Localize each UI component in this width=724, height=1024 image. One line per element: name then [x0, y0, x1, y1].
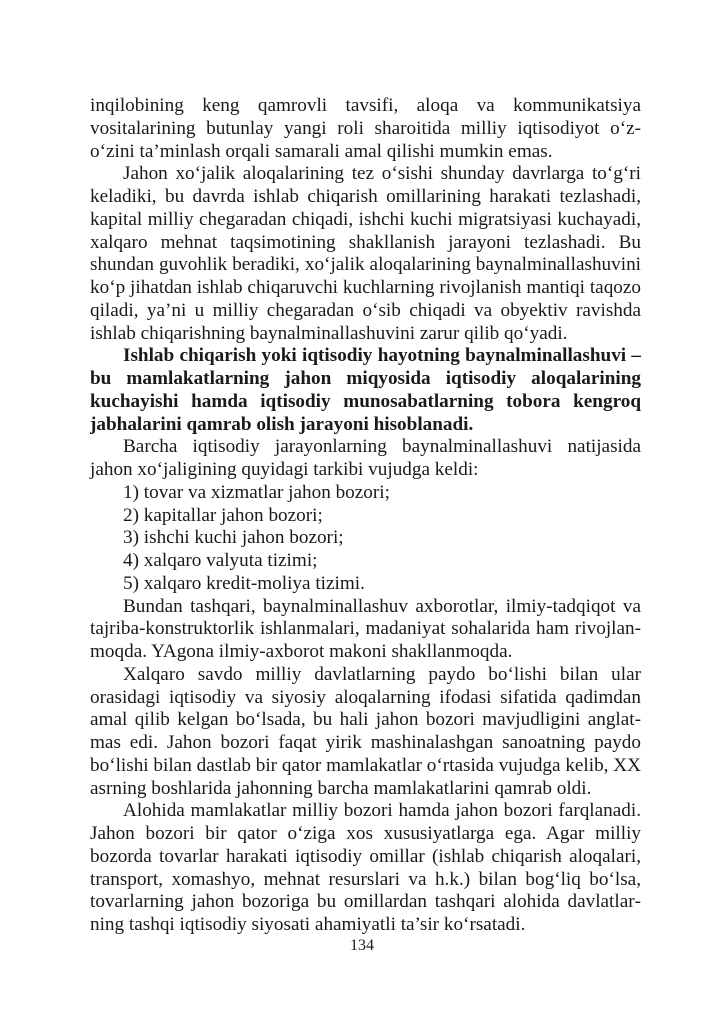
list-item: 4) xalqaro valyuta tizimi;: [123, 550, 318, 571]
paragraph-world-economy-structure: Barcha iqtisodiy jarayonlarning baynalminallashuvi natijasida jahon xo‘jaligining quyidagi tarkibi vujudga keldi:: [90, 436, 641, 480]
paragraph-intro-continuation: inqilobining keng qamrovli tavsifi, aloqa va kommunikatsiya vositalarining butunlay yangi roli sharoitida milliy iqtisodiyot o‘z-o‘zini ta’minlash orqali samarali amal qilishi mumkin emas.: [90, 95, 641, 162]
paragraph-national-vs-world-market: Alohida mamlakatlar milliy bozori hamda jahon bozori farqlanadi. Jahon bozori bir qator o‘ziga xos xususiyatlarga ega. Agar milliy bozorda tovarlar harakati iqtisodiy omillar (ishlab chiqarish aloqalari, transport, xomashyo, mehnat resurslari va h.k.) bilan bog‘liq bo‘lsa, tovarlarning jahon bozoriga bu omillardan tashqari alohida davlatlarning tashqi iqtisodiy siyosati ahamiyatli ta’sir ko‘rsatadi.: [90, 800, 641, 935]
paragraph-information-space: Bundan tashqari, baynalminallashuv axborotlar, ilmiy-tadqiqot va tajriba-konstruktorlik ishlanmalari, madaniyat sohalarida ham rivojlanmoqda. YAgona ilmiy-axborot makoni shakllanmoqda.: [90, 595, 641, 662]
page-body: [90, 95, 641, 937]
list-item: 3) ishchi kuchi jahon bozori;: [123, 527, 344, 549]
paragraph-definition-internationalization: Ishlab chiqarish yoki iqtisodiy hayotning baynalminallashuvi – bu mamlakatlarning jahon miqyosida iqtisodiy aloqalarining kuchayishi hamda iqtisodiy munosabatlarning tobora kengroq jabhalarini qamrab olish jarayoni hisoblanadi.: [90, 345, 641, 435]
paragraph-international-trade: Xalqaro savdo milliy davlatlarning paydo bo‘lishi bilan ular orasidagi iqtisodiy va siyosiy aloqalarning ifodasi sifatida qadimdan amal qilib kelgan bo‘lsada, bu hali jahon bozori mavjudligini anglatmas edi. Jahon bozori faqat yirik mashinalashgan sanoatning paydo bo‘lishi bilan dastlab bir qator mamlakatlar o‘rtasida vujudga kelib, XX asrning boshlarida jahonning barcha mamlakatlarini qamrab oldi.: [90, 663, 641, 799]
list-item: 5) xalqaro kredit-moliya tizimi.: [123, 572, 365, 594]
page-number: 134: [350, 937, 374, 954]
list-item: 1) tovar va xizmatlar jahon bozori;: [123, 481, 390, 503]
structure-list: [90, 482, 641, 596]
paragraph-world-economic-ties: Jahon xo‘jalik aloqalarining tez o‘sishi shunday davrlarga to‘g‘ri keladiki, bu davrda ishlab chiqarish omillarining harakati tezlashadi, kapital milliy chegaradan chiqadi, ishchi kuchi migratsiyasi kuchayadi, xalqaro mehnat taqsimotining shakllanish jarayoni tezlashadi. Bu shundan guvohlik beradiki, xo‘jalik aloqalarining baynalminallashuvini ko‘p jihatdan ishlab chiqaruvchi kuchlarning rivojlanish mantiqi taqozo qiladi, ya’ni u milliy chegaradan o‘sib chiqadi va obyektiv ravishda ishlab chiqarishning baynalminallashuvini zarur qilib qo‘yadi.: [90, 163, 641, 344]
list-item: 2) kapitallar jahon bozori;: [123, 504, 323, 526]
